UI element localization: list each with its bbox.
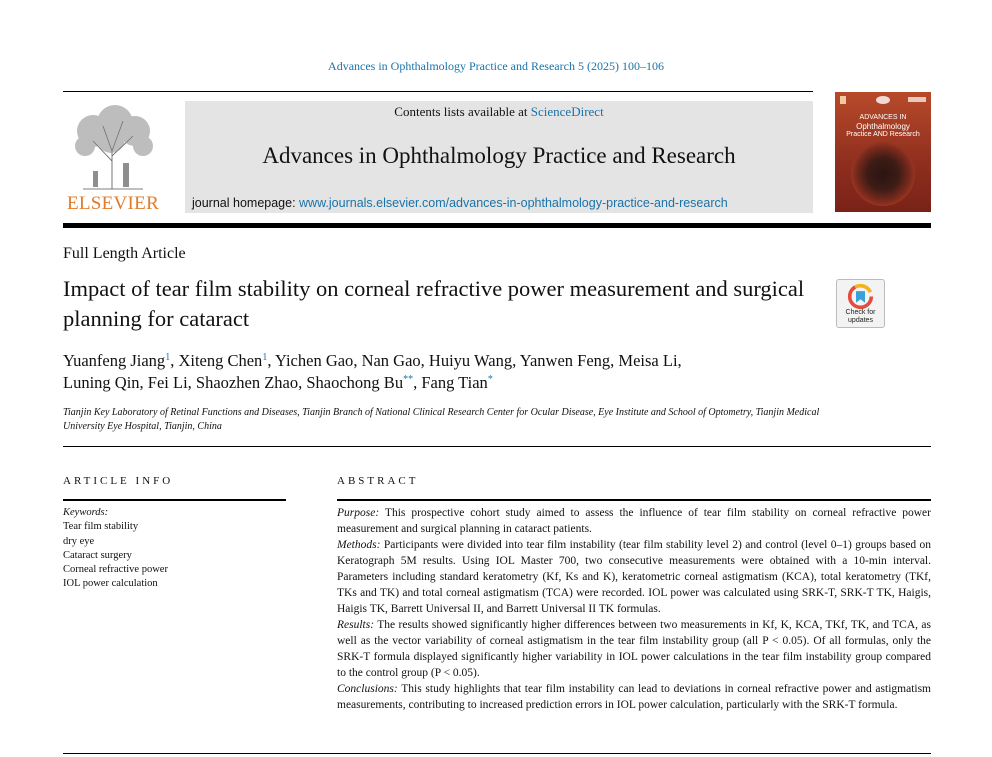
keyword-item: Cataract surgery <box>63 549 132 561</box>
keywords-block <box>63 506 283 592</box>
author-name[interactable]: Meisa Li <box>618 351 678 370</box>
cover-title: ADVANCES IN Ophthalmology Practice AND Research <box>846 114 920 138</box>
header-thick-rule <box>63 223 931 228</box>
elsevier-tree-logo-icon <box>63 101 161 191</box>
abstract-conclusions: Conclusions: This study highlights that tear film instability can lead to deviations in corneal refractive power and astigmatism measurements, contributing to increased prediction errors in IOL power calculation, particularly with the SRK-T formula. <box>337 683 932 711</box>
journal-title: Advances in Ophthalmology Practice and Research <box>262 143 736 168</box>
keywords-label: Keywords: <box>63 507 109 518</box>
author-name[interactable]: Shaochong Bu <box>306 373 404 392</box>
keyword-item: Tear film stability <box>63 521 139 533</box>
homepage-link[interactable]: www.journals.elsevier.com/advances-in-ophthalmology-practice-and-research <box>299 196 728 210</box>
abstract-rule <box>337 499 931 501</box>
author-mark[interactable]: ** <box>403 374 414 385</box>
abstract-body <box>337 505 931 713</box>
contents-line: Contents lists available at ScienceDirect <box>394 104 604 119</box>
elsevier-logo-text: ELSEVIER <box>66 193 160 214</box>
article-title: Impact of tear film stability on corneal refractive power measurement and surgical planning for cataract <box>63 276 805 331</box>
author-name[interactable]: Yanwen Feng <box>519 351 611 370</box>
abstract-results: Results: The results showed significantly higher differences between two measurements in Kf, K, KCA, TKf, TK, and TCA, as well as the vector variability of corneal astigmatism in the tear film instability group (all P < 0.05). Of all formulas, only the SRK-T formula displayed significantly higher variability in IOL power calculations in the tear film instability group compared to the control group (P < 0.05). <box>337 619 931 679</box>
keyword-item: dry eye <box>63 535 95 547</box>
author-name[interactable]: Yuanfeng Jiang <box>63 351 166 370</box>
journal-cover-image[interactable] <box>835 92 931 212</box>
affiliation-rule <box>63 446 931 447</box>
article-info-heading: ARTICLE INFO <box>63 475 174 487</box>
author-name[interactable]: Fang Tian <box>421 373 488 392</box>
author-name[interactable]: Nan Gao <box>361 351 421 370</box>
cover-eye-image <box>851 142 915 206</box>
journal-citation[interactable]: Advances in Ophthalmology Practice and Research 5 (2025) 100–106 <box>328 59 664 73</box>
article-type: Full Length Article <box>63 245 186 262</box>
author-mark[interactable]: 1 <box>165 352 171 363</box>
check-updates-icon <box>847 283 874 310</box>
author-name[interactable]: Fei Li <box>147 373 188 392</box>
header-top-rule <box>63 91 813 92</box>
author-name[interactable]: Xiteng Chen <box>178 351 263 370</box>
author-mark[interactable]: 1 <box>262 352 268 363</box>
author-list: Yuanfeng Jiang$^1$, Xiteng Chen$^1$, Yichen Gao, Nan Gao, Huiyu Wang, Yanwen Feng, Meisa Li, Luning Qin, Fei Li, Shaozhen Zhao, Shaochong Bu**, Fang Tian* <box>63 351 682 392</box>
bottom-rule <box>63 753 931 754</box>
abstract-heading: ABSTRACT <box>337 475 419 487</box>
check-updates-label: Check for updates <box>845 309 876 324</box>
keyword-item: Corneal refractive power <box>63 564 168 576</box>
keyword-item: IOL power calculation <box>63 578 158 590</box>
article-info-rule <box>63 499 286 501</box>
author-name[interactable]: Luning Qin <box>63 373 140 392</box>
homepage-line: journal homepage: www.journals.elsevier.com/advances-in-ophthalmology-practice-and-research <box>192 196 728 210</box>
abstract-purpose: Purpose: This prospective cohort study aimed to assess the influence of tear film stability on corneal refractive power measurement and surgical planning in cataract patients. <box>337 507 931 535</box>
sciencedirect-link[interactable]: ScienceDirect <box>530 104 604 119</box>
author-name[interactable]: Shaozhen Zhao <box>195 373 299 392</box>
check-for-updates-button[interactable] <box>836 279 885 328</box>
affiliation: Tianjin Key Laboratory of Retinal Functions and Diseases, Tianjin Branch of National Clinical Research Center for Ocular Disease, Eye Institute and School of Optometry, Tianjin Medical University Eye Hospital, Tianjin, China <box>63 407 820 432</box>
author-name[interactable]: Yichen Gao <box>274 351 354 370</box>
author-mark[interactable]: * <box>487 374 493 385</box>
journal-banner <box>185 101 813 213</box>
abstract-methods: Methods: Participants were divided into tear film instability (tear film stability level 2) and control (level 0–1) groups based on Keratograph 5M results. Using IOL Master 700, two consecutive measurements were obtained with a 10-min interval. Parameters including standard keratometry (Kf, Ks and K), keratometric corneal astigmatism (KCA), total keratometry (TKf, TKs and TK) and total corneal astigmatism (TCA) were recorded. IOL power was calculated using SRK-T, SRK-T TK, Haigis, Haigis TK, Barrett Universal II, and Barrett Universal II TK formulas. <box>337 539 932 615</box>
cover-logos-icon <box>840 95 926 105</box>
author-name[interactable]: Huiyu Wang <box>428 351 513 370</box>
